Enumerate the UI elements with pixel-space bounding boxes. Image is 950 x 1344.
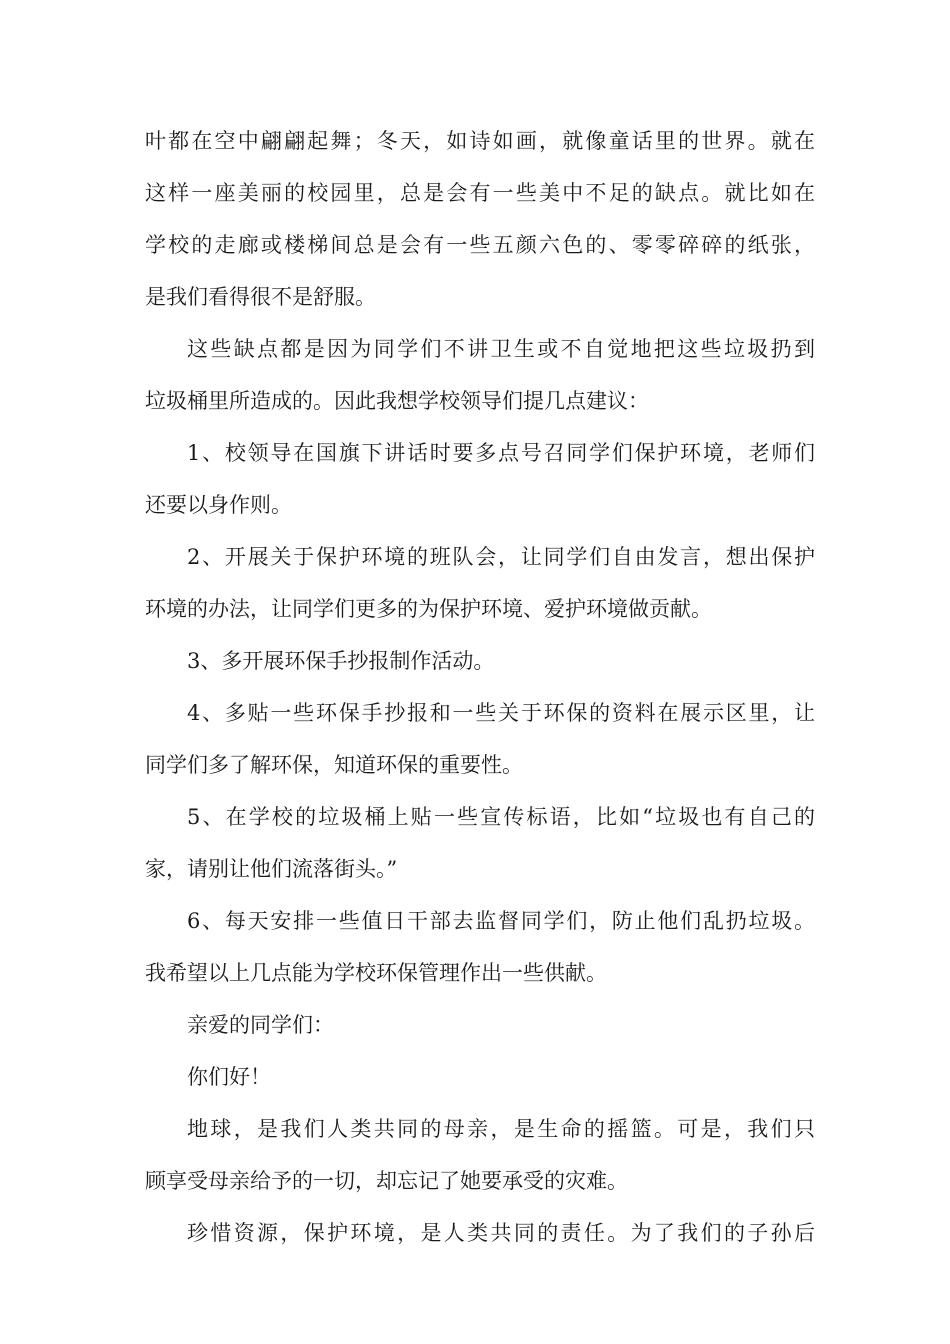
list-item-5: 5、在学校的垃圾桶上贴一些宣传标语，比如“垃圾也有自己的 [187, 805, 815, 829]
list-item-6: 6、每天安排一些值日干部去监督同学们，防止他们乱扔垃圾。 [187, 909, 815, 933]
text-line: 这样一座美丽的校园里，总是会有一些美中不足的缺点。就比如在 [145, 181, 815, 205]
list-item-3: 3、多开展环保手抄报制作活动。 [187, 649, 495, 673]
text-line: 学校的走廊或楼梯间总是会有一些五颜六色的、零零碎碎的纸张， [145, 233, 815, 257]
text-line: 是我们看得很不是舒服。 [145, 285, 376, 309]
text-line: 顾享受母亲给予的一切，却忘记了她要承受的灾难。 [145, 1169, 628, 1193]
greeting: 你们好！ [187, 1065, 271, 1089]
document-body [145, 115, 815, 1259]
text-line: 叶都在空中翩翩起舞；冬天，如诗如画，就像童话里的世界。就在 [145, 129, 815, 153]
salutation: 亲爱的同学们： [187, 1013, 334, 1037]
text-line: 还要以身作则。 [145, 493, 292, 517]
text-line: 我希望以上几点能为学校环保管理作出一些供献。 [145, 961, 607, 985]
text-line: 家，请别让他们流落街头。” [145, 857, 398, 881]
text-line: 珍惜资源，保护环境，是人类共同的责任。为了我们的子孙后 [187, 1221, 815, 1245]
text-line: 环境的办法，让同学们更多的为保护环境、爱护环境做贡献。 [145, 597, 712, 621]
text-line: 这些缺点都是因为同学们不讲卫生或不自觉地把这些垃圾扔到 [187, 337, 815, 361]
text-line: 地球，是我们人类共同的母亲，是生命的摇篮。可是，我们只 [187, 1117, 815, 1141]
list-item-4: 4、多贴一些环保手抄报和一些关于环保的资料在展示区里，让 [187, 701, 815, 725]
text-line: 垃圾桶里所造成的。因此我想学校领导们提几点建议： [145, 389, 649, 413]
list-item-2: 2、开展关于保护环境的班队会，让同学们自由发言，想出保护 [187, 545, 815, 569]
list-item-1: 1、校领导在国旗下讲话时要多点号召同学们保护环境，老师们 [187, 441, 815, 465]
text-line: 同学们多了解环保，知道环保的重要性。 [145, 753, 523, 777]
